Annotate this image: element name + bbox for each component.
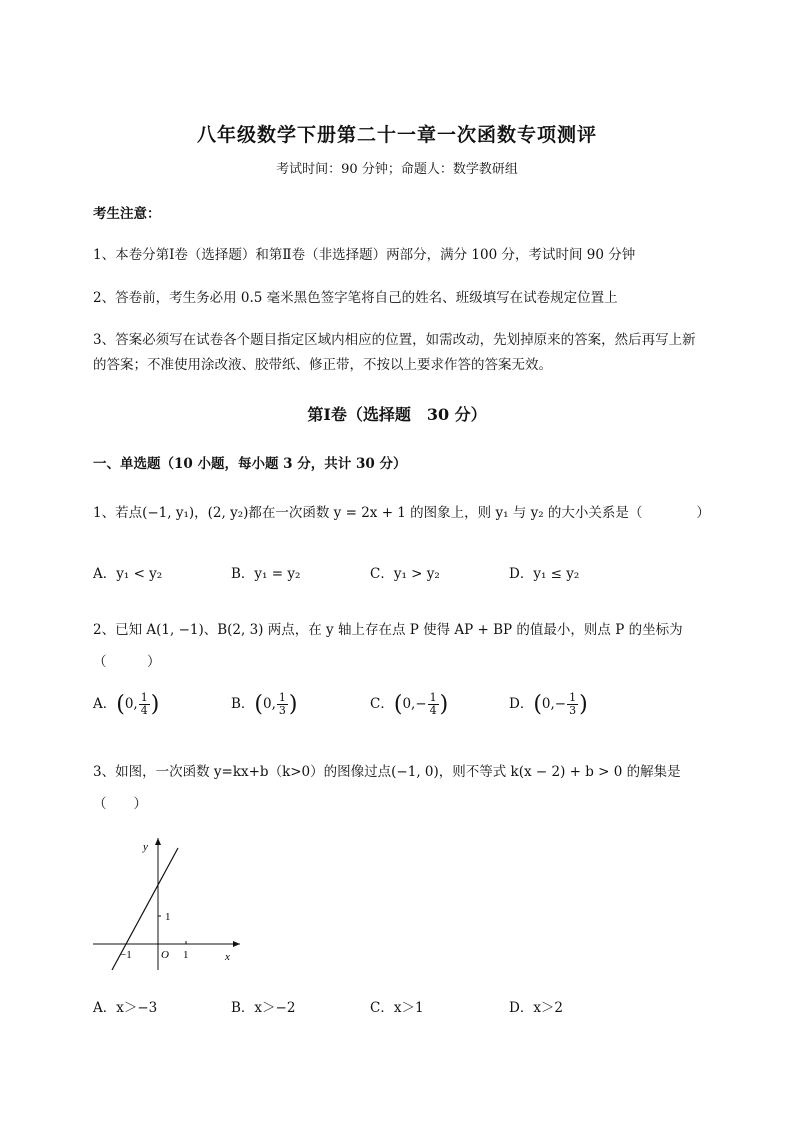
q3-option-c[interactable]: C．x＞1: [370, 1000, 424, 1016]
q2-option-a-fraction: [139, 692, 150, 717]
note-item-3: 3、答案必须写在试卷各个题目指定区域内相应的位置，如需改动，先划掉原来的答案，然后再写上新: [93, 332, 696, 348]
part-title: 一、单选题（10 小题，每小题 3 分，共计 30 分）: [93, 456, 407, 472]
q2-option-c-num: 1: [429, 691, 437, 704]
q2-option-a-num: 1: [140, 691, 148, 704]
question-3-blank: （ ）: [93, 796, 147, 812]
q2-option-c[interactable]: [370, 692, 448, 717]
q2-option-c-letter: C．: [370, 696, 394, 712]
q2-option-d-letter: D．: [509, 696, 534, 712]
q2-option-c-den: 4: [429, 704, 437, 717]
q2-option-b-pre: 0,: [263, 696, 276, 712]
origin-label: O: [161, 949, 169, 961]
q2-option-d-pre: 0,−: [541, 696, 567, 712]
right-paren: ): [288, 692, 298, 717]
q1-option-c[interactable]: C．y₁ > y₂: [370, 566, 440, 582]
q2-option-b-letter: B．: [231, 696, 255, 712]
note-item-1: 1、本卷分第Ⅰ卷（选择题）和第Ⅱ卷（非选择题）两部分，满分 100 分，考试时间 90 分钟: [93, 247, 636, 263]
q2-option-b[interactable]: [231, 692, 298, 717]
x-tick-label-1: 1: [183, 949, 189, 961]
left-paren: (: [533, 692, 542, 717]
q2-option-c-fraction: [428, 692, 439, 717]
q2-option-a-pre: 0,: [124, 696, 138, 712]
y-tick-label-1: 1: [165, 911, 171, 923]
q2-option-b-den: 3: [278, 704, 286, 717]
x-axis-label: x: [225, 951, 230, 963]
q2-option-b-num: 1: [278, 691, 286, 704]
q1-option-d[interactable]: D．y₁ ≤ y₂: [509, 566, 580, 582]
right-paren: ): [439, 692, 449, 717]
right-paren: ): [579, 692, 588, 717]
q2-option-a[interactable]: [93, 692, 159, 717]
q2-option-d-fraction: [567, 692, 578, 717]
y-axis-arrow: [155, 838, 161, 845]
q3-option-d[interactable]: D．x＞2: [509, 1000, 564, 1016]
left-paren: (: [116, 692, 125, 717]
q1-option-b[interactable]: B．y₁ = y₂: [231, 566, 301, 582]
right-paren: ): [150, 692, 160, 717]
x-tick-label-neg1: −1: [120, 949, 132, 961]
question-3-stem: 3、如图，一次函数 y=kx+b（k>0）的图像过点(−1, 0)，则不等式 k(x − 2) + b > 0 的解集是: [93, 764, 681, 780]
page-title: 八年级数学下册第二十一章一次函数专项测评: [196, 124, 597, 146]
left-paren: (: [254, 692, 264, 717]
question-2-stem: 2、已知 A(1, −1)、B(2, 3) 两点，在 y 轴上存在点 P 使得 AP + BP 的值最小，则点 P 的坐标为: [93, 622, 683, 638]
q2-option-c-pre: 0,−: [402, 696, 427, 712]
left-paren: (: [393, 692, 403, 717]
q3-option-b[interactable]: B．x＞−2: [231, 1000, 296, 1016]
q3-option-a[interactable]: A．x＞−3: [93, 1000, 158, 1016]
notes-heading: 考生注意：: [93, 206, 161, 222]
note-item-3-continued: 的答案；不准使用涂改液、胶带纸、修正带，不按以上要求作答的答案无效。: [93, 357, 552, 373]
q2-option-d-num: 1: [569, 691, 577, 704]
q1-option-a[interactable]: A．y₁ < y₂: [93, 566, 163, 582]
q2-option-a-letter: A．: [93, 696, 117, 712]
y-axis-label: y: [143, 841, 148, 853]
q2-option-a-den: 4: [140, 704, 148, 717]
linear-function-graph: [90, 830, 250, 975]
note-item-2: 2、答卷前，考生务必用 0.5 毫米黑色签字笔将自己的姓名、班级填写在试卷规定位置上: [93, 290, 618, 306]
q2-option-d-den: 3: [569, 704, 577, 717]
question-1-stem: 1、若点(−1, y₁)，(2, y₂)都在一次函数 y = 2x + 1 的图象上，则 y₁ 与 y₂ 的大小关系是（ ）: [93, 505, 710, 521]
section-title: 第Ⅰ卷（选择题 30 分）: [307, 405, 487, 424]
q2-option-b-fraction: [277, 692, 288, 717]
question-2-blank: （ ）: [93, 654, 161, 670]
x-axis-arrow: [233, 941, 240, 947]
exam-subtitle: 考试时间：90 分钟；命题人：数学教研组: [276, 162, 518, 177]
q2-option-d[interactable]: [509, 692, 588, 717]
